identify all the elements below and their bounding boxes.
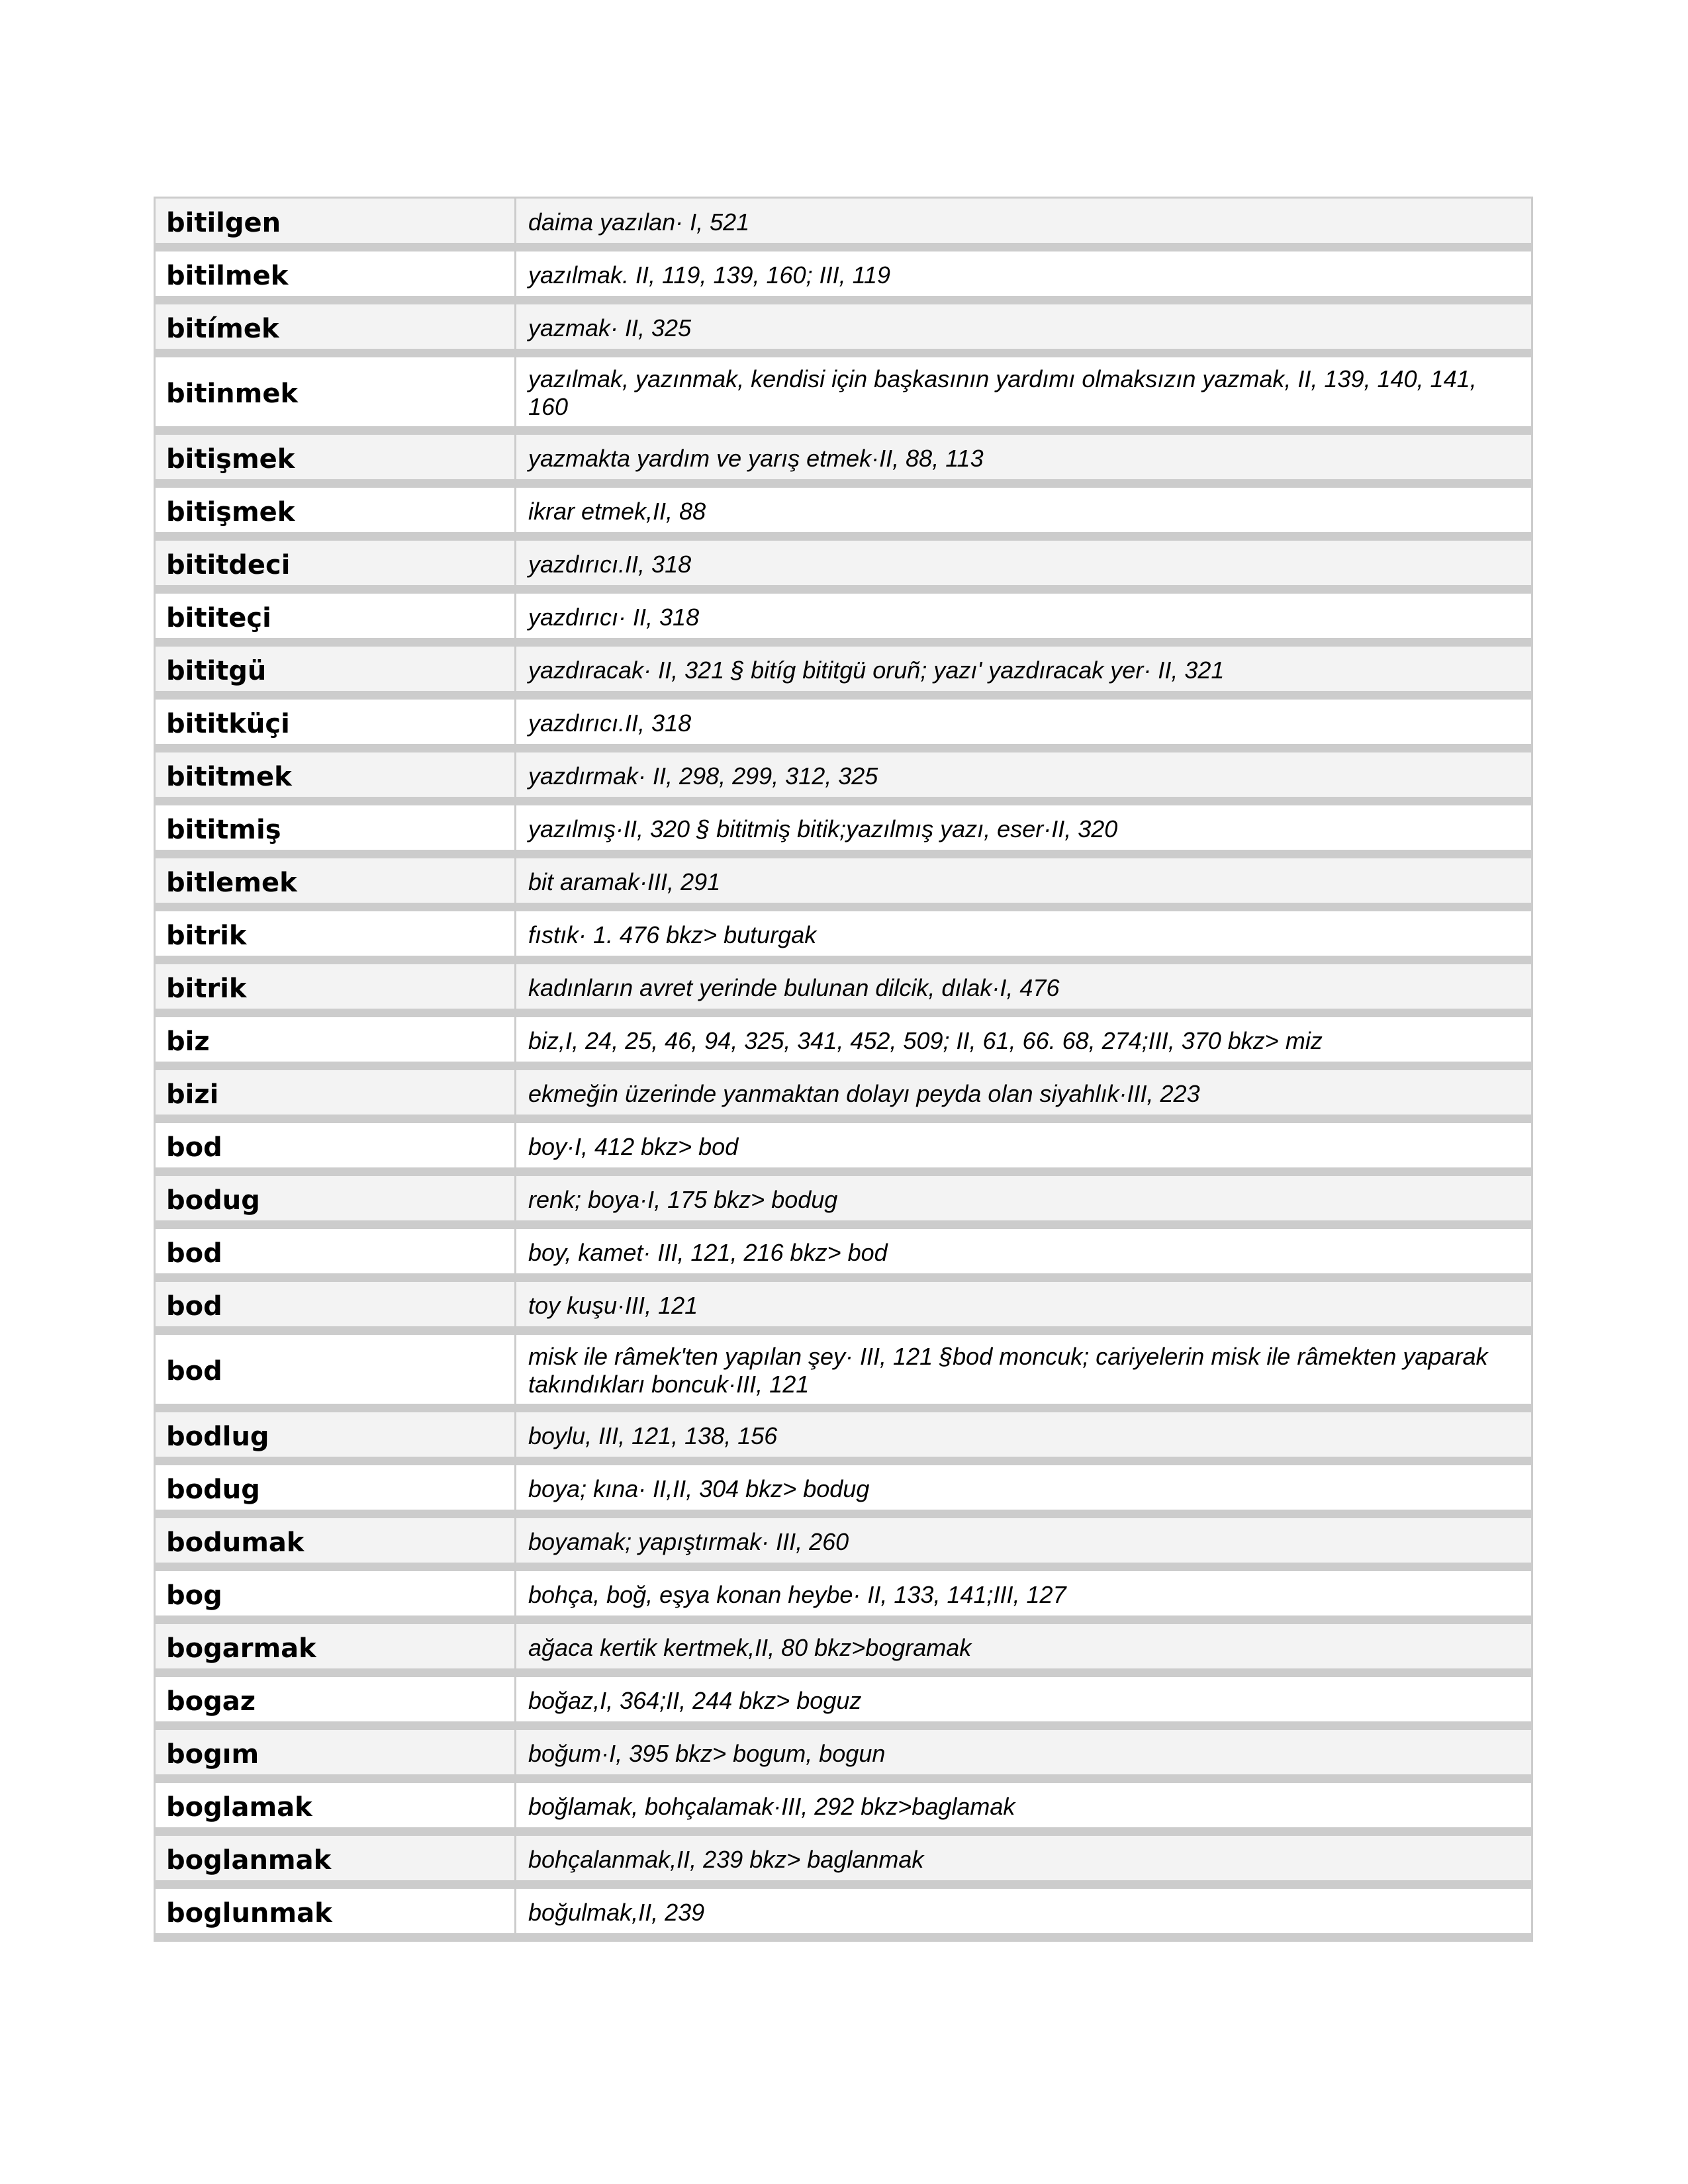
table-row bbox=[156, 1220, 1531, 1273]
entry-term: bititeçi bbox=[156, 594, 516, 638]
table-row bbox=[156, 1326, 1531, 1404]
table-row bbox=[156, 1062, 1531, 1115]
entry-definition: yazdırıcı.II, 318 bbox=[528, 709, 692, 737]
entry-term: bititküçi bbox=[156, 700, 516, 744]
table-row bbox=[156, 1615, 1531, 1668]
table-row bbox=[156, 1273, 1531, 1326]
entry-definition: boğlamak, bohçalamak·III, 292 bkz>baglamak bbox=[528, 1792, 1015, 1820]
entry-definition: boğaz,I, 364;II, 244 bkz> boguz bbox=[528, 1686, 862, 1714]
entry-term: bitişmek bbox=[156, 435, 516, 479]
table-row bbox=[156, 1827, 1531, 1880]
entry-term: bititmiş bbox=[156, 805, 516, 850]
entry-term: bodug bbox=[156, 1465, 516, 1510]
entry-definition: boya; kına· II,II, 304 bkz> bodug bbox=[528, 1475, 870, 1502]
table-row bbox=[156, 744, 1531, 797]
entry-term: bititdeci bbox=[156, 541, 516, 585]
entry-term: bogarmak bbox=[156, 1624, 516, 1668]
table-row bbox=[156, 1115, 1531, 1167]
entry-term: bogım bbox=[156, 1730, 516, 1774]
entry-definition: kadınların avret yerinde bulunan dilcik, dılak·I, 476 bbox=[516, 964, 1531, 1009]
table-row bbox=[156, 199, 1531, 243]
table-row bbox=[156, 903, 1531, 956]
entry-term: bodlug bbox=[156, 1412, 516, 1457]
entry-term: bitrik bbox=[156, 911, 516, 956]
entry-term: bodumak bbox=[156, 1518, 516, 1563]
table-row bbox=[156, 1563, 1531, 1615]
table-row bbox=[156, 956, 1531, 1009]
entry-definition: yazılmış·II, 320 § bititmiş bitik;yazılmış yazı, eser·II, 320 bbox=[528, 815, 1118, 842]
entry-definition: daima yazılan· I, 521 bbox=[516, 199, 1531, 243]
entry-term: bodug bbox=[156, 1176, 516, 1220]
entry-term: bog bbox=[156, 1571, 516, 1615]
entry-term: bitişmek bbox=[156, 488, 516, 532]
table-row bbox=[156, 532, 1531, 585]
entry-definition: yazdırıcı· II, 318 bbox=[528, 603, 700, 631]
table-row bbox=[156, 850, 1531, 903]
entry-term: bitilgen bbox=[156, 199, 516, 243]
table-row bbox=[156, 1167, 1531, 1220]
entry-term: boglanmak bbox=[156, 1836, 516, 1880]
entry-term: bod bbox=[156, 1282, 516, 1326]
table-row bbox=[156, 691, 1531, 744]
entry-definition: yazmak· II, 325 bbox=[516, 304, 1531, 349]
entry-definition: toy kuşu·III, 121 bbox=[516, 1282, 1531, 1326]
entry-definition: yazdıracak· II, 321 § bitíg bititgü oruñ; yazı' yazdıracak yer· II, 321 bbox=[516, 647, 1531, 691]
entry-term: bitrik bbox=[156, 964, 516, 1009]
entry-definition: ağaca kertik kertmek,II, 80 bkz>bogramak bbox=[516, 1624, 1531, 1668]
entry-term: bod bbox=[156, 1229, 516, 1273]
entry-term: bitímek bbox=[156, 304, 516, 349]
table-row bbox=[156, 1668, 1531, 1721]
entry-term: boglunmak bbox=[156, 1889, 516, 1933]
table-row bbox=[156, 349, 1531, 426]
table-row bbox=[156, 797, 1531, 850]
entry-definition: ikrar etmek,II, 88 bbox=[528, 497, 706, 525]
table-row bbox=[156, 243, 1531, 296]
table-row bbox=[156, 296, 1531, 349]
table-row bbox=[156, 479, 1531, 532]
entry-term: bititgü bbox=[156, 647, 516, 691]
table-row bbox=[156, 1457, 1531, 1510]
entry-term: bizi bbox=[156, 1070, 516, 1115]
entry-definition: boy, kamet· III, 121, 216 bkz> bod bbox=[528, 1238, 888, 1266]
entry-term: bogaz bbox=[156, 1677, 516, 1721]
entry-definition: boğum·I, 395 bkz> bogum, bogun bbox=[516, 1730, 1531, 1774]
entry-definition: yazılmak. II, 119, 139, 160; III, 119 bbox=[528, 261, 890, 289]
table-row bbox=[156, 638, 1531, 691]
table-row bbox=[156, 1510, 1531, 1563]
entry-term: bitilmek bbox=[156, 251, 516, 296]
entry-definition: boyamak; yapıştırmak· III, 260 bbox=[516, 1518, 1531, 1563]
entry-definition: renk; boya·I, 175 bkz> bodug bbox=[516, 1176, 1531, 1220]
table-row bbox=[156, 426, 1531, 479]
table-row bbox=[156, 1880, 1531, 1933]
entry-definition: yazmakta yardım ve yarış etmek·II, 88, 113 bbox=[516, 435, 1531, 479]
entry-definition: fıstık· 1. 476 bkz> buturgak bbox=[528, 921, 817, 948]
entry-definition: boy·I, 412 bkz> bod bbox=[528, 1132, 739, 1160]
table-row bbox=[156, 585, 1531, 638]
entry-term: boglamak bbox=[156, 1783, 516, 1827]
entry-term: bod bbox=[156, 1335, 516, 1404]
entry-term: biz bbox=[156, 1017, 516, 1062]
entry-definition: bohçalanmak,II, 239 bkz> baglanmak bbox=[516, 1836, 1531, 1880]
entry-definition: boğulmak,II, 239 bbox=[528, 1898, 705, 1926]
entry-definition: yazılmak, yazınmak, kendisi için başkasının yardımı olmaksızın yazmak, II, 139, 140, 141, 160 bbox=[528, 365, 1477, 420]
entry-definition: yazdırmak· II, 298, 299, 312, 325 bbox=[516, 752, 1531, 797]
table-row bbox=[156, 1404, 1531, 1457]
table-row bbox=[156, 1774, 1531, 1827]
entry-definition: bohça, boğ, eşya konan heybe· II, 133, 141;III, 127 bbox=[528, 1580, 1066, 1608]
table-row bbox=[156, 1009, 1531, 1062]
table-row bbox=[156, 1721, 1531, 1774]
entry-definition: ekmeğin üzerinde yanmaktan dolayı peyda olan siyahlık·III, 223 bbox=[516, 1070, 1531, 1115]
entry-definition: yazdırıcı.II, 318 bbox=[516, 541, 1531, 585]
entry-term: bititmek bbox=[156, 752, 516, 797]
entry-definition: misk ile râmek'ten yapılan şey· III, 121 §bod moncuk; cariyelerin misk ile râmekten yaparak takındıkları boncuk·III, 121 bbox=[528, 1343, 1488, 1398]
entry-term: bitinmek bbox=[156, 357, 516, 426]
entry-term: bitlemek bbox=[156, 858, 516, 903]
entry-term: bod bbox=[156, 1123, 516, 1167]
entry-definition: bit aramak·III, 291 bbox=[516, 858, 1531, 903]
entry-definition: boylu, III, 121, 138, 156 bbox=[516, 1412, 1531, 1457]
glossary-table bbox=[154, 197, 1533, 1942]
entry-definition: biz,I, 24, 25, 46, 94, 325, 341, 452, 509; II, 61, 66. 68, 274;III, 370 bkz> miz bbox=[528, 1026, 1323, 1054]
